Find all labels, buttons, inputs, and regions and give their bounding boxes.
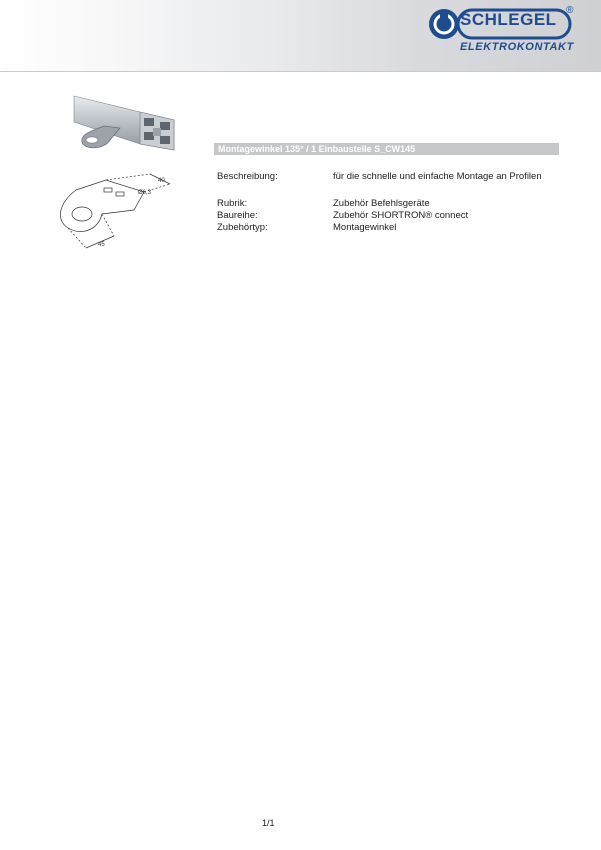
- registered-mark: ®: [566, 5, 574, 16]
- field-value-baureihe: Zubehör SHORTRON® connect: [333, 210, 469, 221]
- field-value-rubrik: Zubehör Befehlsgeräte: [333, 198, 430, 209]
- field-label-beschreibung: Beschreibung:: [217, 171, 278, 182]
- hole-dimension: Ø6,3: [138, 190, 152, 196]
- field-label-rubrik: Rubrik:: [217, 198, 248, 209]
- brand-tagline: ELEKTROKONTAKT: [460, 41, 574, 53]
- field-value-beschreibung: für die schnelle und einfache Montage an Profilen: [333, 171, 542, 182]
- length-dimension: 45: [98, 242, 105, 248]
- brand-name: SCHLEGEL: [460, 10, 557, 29]
- page-number: 1/1: [262, 818, 275, 828]
- field-label-zubehoertyp: Zubehörtyp:: [217, 222, 268, 233]
- width-dimension: 40: [158, 178, 165, 184]
- product-photo: [70, 88, 186, 160]
- product-title: Montagewinkel 135° / 1 Einbaustelle S_CW145: [214, 143, 559, 155]
- field-value-zubehoertyp: Montagewinkel: [333, 222, 397, 233]
- field-label-baureihe: Baureihe:: [217, 210, 258, 221]
- dimension-drawing: [46, 170, 186, 260]
